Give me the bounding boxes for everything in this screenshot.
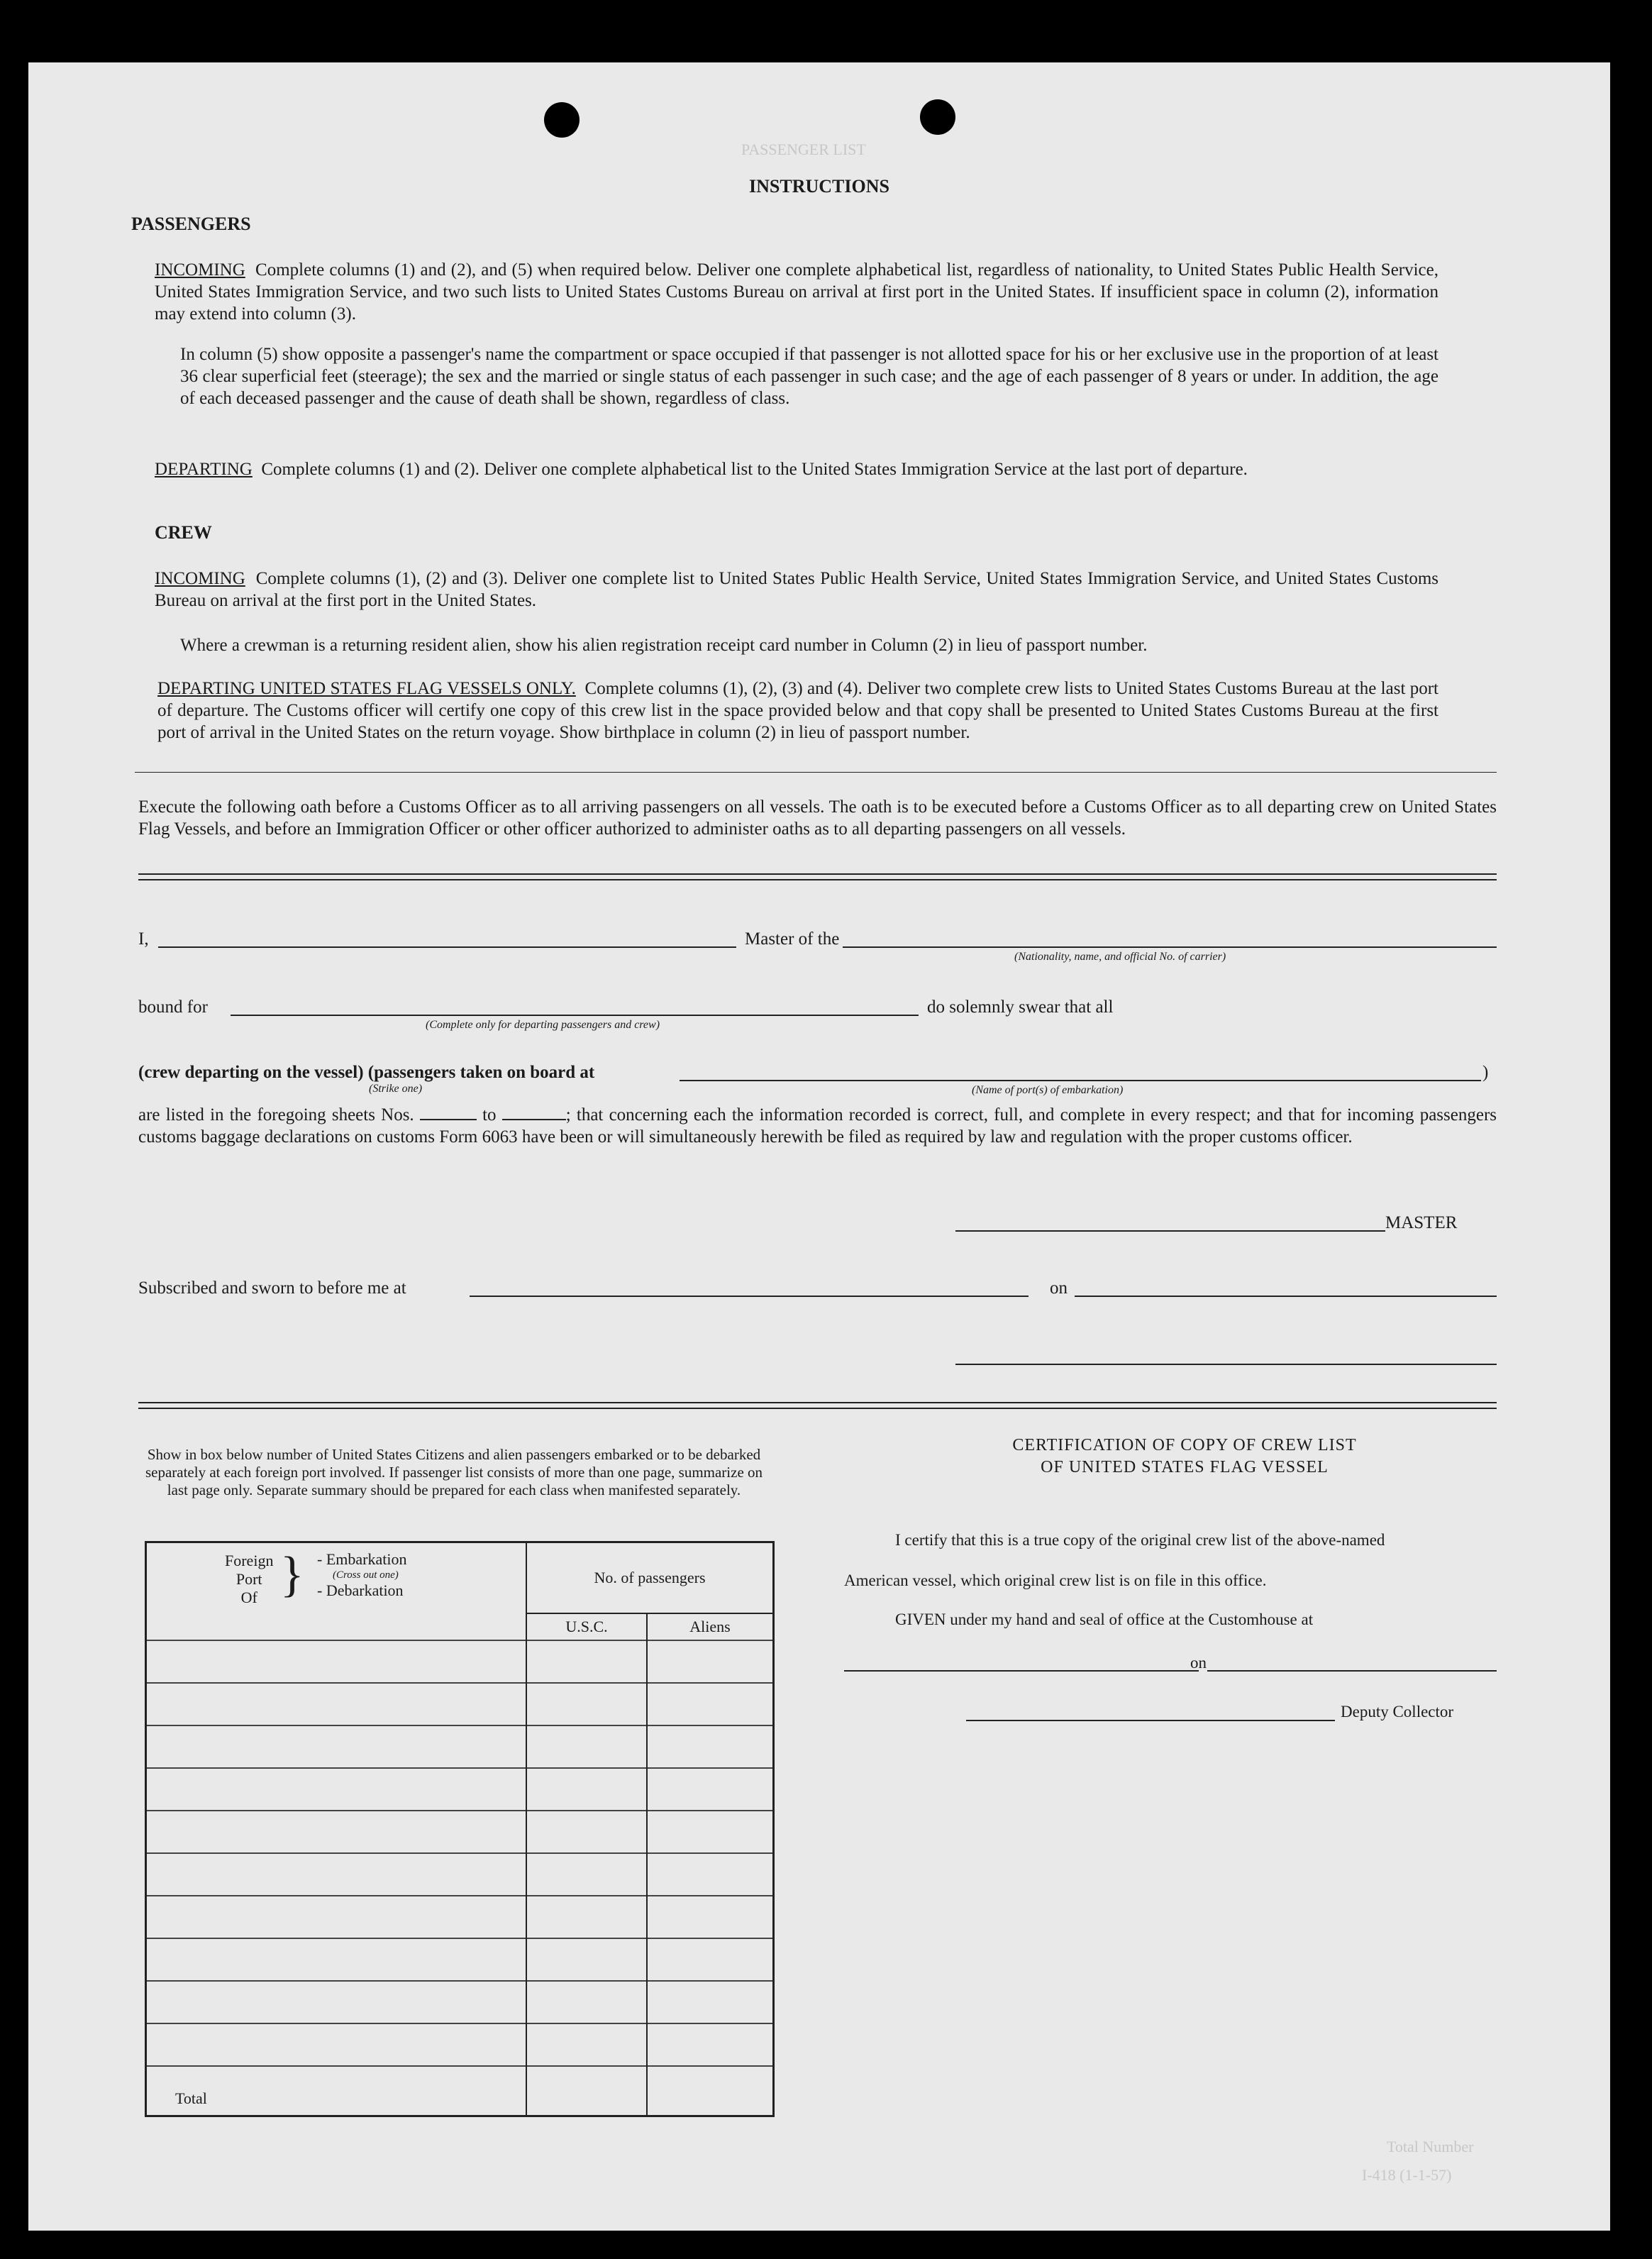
total-aliens-cell[interactable] bbox=[647, 2066, 774, 2116]
usc-cell[interactable] bbox=[526, 1768, 647, 1811]
certify-line1: I certify that this is a true copy of the original crew list of the above-named bbox=[895, 1531, 1385, 1549]
aliens-cell[interactable] bbox=[647, 1938, 774, 1981]
crew-returning-alien-paragraph: Where a crewman is a returning resident alien, show his alien registration receipt card number in Column (2) in lieu of passport number. bbox=[180, 636, 1148, 655]
bleed-through-passenger-list: PASSENGER LIST bbox=[741, 140, 866, 158]
bound-for-label: bound for bbox=[138, 998, 208, 1017]
master-signature-field[interactable] bbox=[955, 1230, 1385, 1232]
to-label: to bbox=[482, 1105, 497, 1125]
strike-one-caption: (Strike one) bbox=[369, 1083, 423, 1095]
deputy-collector-label: Deputy Collector bbox=[1341, 1703, 1454, 1721]
officer-signature-field[interactable] bbox=[955, 1364, 1497, 1365]
aliens-cell[interactable] bbox=[647, 1811, 774, 1853]
table-row bbox=[146, 1938, 774, 1981]
certification-heading-line1: CERTIFICATION OF COPY OF CREW LIST bbox=[1012, 1436, 1357, 1454]
punch-hole-left bbox=[544, 102, 580, 138]
subscribed-date-field[interactable] bbox=[1075, 1296, 1497, 1297]
master-label: MASTER bbox=[1385, 1213, 1458, 1232]
box-instructions: Show in box below number of United States Citizens and alien passengers embarked or to be debarked separately at each foreign port involved. If passenger list consists of more than one page, summarize on last page only. Separate summary should be prepared for each class when manifested separately. bbox=[145, 1446, 763, 1498]
table-row bbox=[146, 1640, 774, 1683]
carrier-field[interactable] bbox=[843, 946, 1497, 948]
certification-heading bbox=[872, 1435, 1497, 1479]
crew-departing-label: DEPARTING UNITED STATES FLAG VESSELS ONLY. bbox=[157, 679, 576, 698]
aliens-cell[interactable] bbox=[647, 1981, 774, 2023]
certification-heading-line2: OF UNITED STATES FLAG VESSEL bbox=[1041, 1458, 1329, 1476]
port-cell[interactable] bbox=[146, 1768, 527, 1811]
bleed-through-total-number: Total Number bbox=[1387, 2138, 1474, 2155]
aliens-cell[interactable] bbox=[647, 1896, 774, 1938]
crew-incoming-text: Complete columns (1), (2) and (3). Deliver one complete list to United States Public Health Service, United States Immigration Service, and United States Customs Bureau on arrival at the first port in the United States. bbox=[155, 569, 1438, 610]
crew-departing-text: Complete columns (1), (2), (3) and (4). Deliver two complete crew lists to United States Customs Bureau at the last port of departure. The Customs officer will certify one copy of this crew list in the space provided below and that copy shall be presented to United States Customs Bureau at the first port of arrival in the United States on the return voyage. Show birthplace in column (2) in lieu of passport number. bbox=[157, 679, 1439, 742]
master-name-field[interactable] bbox=[158, 946, 736, 948]
subscribed-label: Subscribed and sworn to before me at bbox=[138, 1278, 406, 1298]
no-of-passengers-header: No. of passengers bbox=[526, 1542, 774, 1613]
double-rule-top bbox=[138, 873, 1497, 880]
aliens-cell[interactable] bbox=[647, 2023, 774, 2066]
of-label: Of bbox=[240, 1589, 257, 1606]
sheet-from-field[interactable] bbox=[420, 1119, 477, 1120]
passengers-departing-paragraph bbox=[155, 458, 1438, 480]
brace-icon: } bbox=[280, 1547, 304, 1602]
section-divider bbox=[135, 772, 1497, 773]
port-header-cell bbox=[146, 1542, 527, 1640]
aliens-header: Aliens bbox=[647, 1613, 774, 1640]
listed-text: ; that concerning each the information recorded is correct, full, and complete in every respect; and that for incoming passengers customs baggage declarations on customs Form 6063 have been or will simultaneously herewith be filed as required by law and regulation with the proper customs officer. bbox=[138, 1105, 1497, 1147]
table-row bbox=[146, 1725, 774, 1768]
swear-label: do solemnly swear that all bbox=[927, 998, 1114, 1017]
oath-master-of-label: Master of the bbox=[745, 929, 840, 949]
aliens-cell[interactable] bbox=[647, 1853, 774, 1896]
aliens-cell[interactable] bbox=[647, 1725, 774, 1768]
crew-passengers-label: (crew departing on the vessel) (passengers taken on board at bbox=[138, 1063, 595, 1082]
nationality-caption: (Nationality, name, and official No. of carrier) bbox=[1014, 951, 1226, 963]
aliens-cell[interactable] bbox=[647, 1768, 774, 1811]
table-row bbox=[146, 1683, 774, 1725]
port-cell[interactable] bbox=[146, 1853, 527, 1896]
table-row bbox=[146, 1853, 774, 1896]
double-rule-bottom bbox=[138, 1402, 1497, 1409]
certification-on-label: on bbox=[1190, 1654, 1207, 1672]
table-row bbox=[146, 2023, 774, 2066]
port-cell[interactable] bbox=[146, 1896, 527, 1938]
port-cell[interactable] bbox=[146, 1811, 527, 1853]
usc-cell[interactable] bbox=[526, 1725, 647, 1768]
given-line: GIVEN under my hand and seal of office at the Customhouse at bbox=[895, 1611, 1314, 1628]
table-row bbox=[146, 1768, 774, 1811]
crew-incoming-label: INCOMING bbox=[155, 569, 245, 588]
crew-departing-paragraph bbox=[157, 678, 1438, 744]
total-usc-cell[interactable] bbox=[526, 2066, 647, 2116]
usc-cell[interactable] bbox=[526, 1683, 647, 1725]
table-row bbox=[146, 1896, 774, 1938]
foreign-label: Foreign bbox=[225, 1552, 274, 1569]
certification-date-field[interactable] bbox=[1207, 1670, 1497, 1672]
passengers-incoming-text: Complete columns (1) and (2), and (5) when required below. Deliver one complete alphabetical list, regardless of nationality, to United States Public Health Service, United States Immigration Service, and two such lists to United States Customs Bureau on arrival at first port in the United States. If insufficient space in column (2), information may extend into column (3). bbox=[155, 260, 1439, 324]
bleed-through-form-number: I-418 (1-1-57) bbox=[1362, 2166, 1452, 2184]
table-row bbox=[146, 1981, 774, 2023]
subscribed-place-field[interactable] bbox=[470, 1296, 1029, 1297]
embarkation-caption: (Name of port(s) of embarkation) bbox=[972, 1084, 1124, 1096]
sheet-to-field[interactable] bbox=[502, 1119, 566, 1120]
listed-prefix: are listed in the foregoing sheets Nos. bbox=[138, 1105, 414, 1125]
port-cell[interactable] bbox=[146, 1725, 527, 1768]
departing-caption: (Complete only for departing passengers and crew) bbox=[426, 1019, 660, 1031]
usc-cell[interactable] bbox=[526, 1938, 647, 1981]
port-cell[interactable] bbox=[146, 1683, 527, 1725]
port-cell[interactable] bbox=[146, 1640, 527, 1683]
usc-cell[interactable] bbox=[526, 1640, 647, 1683]
listed-paragraph bbox=[138, 1104, 1497, 1148]
aliens-cell[interactable] bbox=[647, 1640, 774, 1683]
port-label: Port bbox=[235, 1570, 262, 1588]
passengers-incoming-paragraph bbox=[155, 259, 1438, 325]
oath-i-label: I, bbox=[138, 929, 149, 949]
embarkation-port-field[interactable] bbox=[680, 1080, 1481, 1081]
passengers-heading: PASSENGERS bbox=[131, 214, 251, 234]
port-cell[interactable] bbox=[146, 1981, 527, 2023]
port-cell[interactable] bbox=[146, 2023, 527, 2066]
subscribed-on-label: on bbox=[1050, 1278, 1068, 1298]
total-row bbox=[146, 2066, 774, 2116]
usc-cell[interactable] bbox=[526, 2023, 647, 2066]
total-label: Total bbox=[146, 2066, 527, 2116]
customhouse-field[interactable] bbox=[844, 1670, 1199, 1672]
usc-cell[interactable] bbox=[526, 1981, 647, 2023]
cross-out-caption: (Cross out one) bbox=[333, 1569, 399, 1581]
usc-cell[interactable] bbox=[526, 1853, 647, 1896]
passengers-incoming-label: INCOMING bbox=[155, 260, 245, 280]
usc-cell[interactable] bbox=[526, 1896, 647, 1938]
deputy-signature-field[interactable] bbox=[966, 1720, 1335, 1721]
page-title: INSTRUCTIONS bbox=[749, 176, 889, 197]
passengers-departing-text: Complete columns (1) and (2). Deliver one complete alphabetical list to the United States Immigration Service at the last port of departure. bbox=[261, 460, 1248, 479]
embark-debark-options bbox=[317, 1552, 406, 1598]
usc-header: U.S.C. bbox=[526, 1613, 647, 1640]
usc-cell[interactable] bbox=[526, 1811, 647, 1853]
port-cell[interactable] bbox=[146, 1938, 527, 1981]
debarkation-option[interactable]: - Debarkation bbox=[317, 1581, 404, 1599]
bound-for-field[interactable] bbox=[231, 1015, 919, 1016]
passengers-column5-paragraph: In column (5) show opposite a passenger's name the compartment or space occupied if that passenger is not allotted space for his or her exclusive use in the proportion of at least 36 clear superficial feet (steerage); the sex and the married or single status of each passenger in such case; and the age of each passenger of 8 years or under. In addition, the age of each deceased passenger and the cause of death shall be shown, regardless of class. bbox=[180, 345, 1438, 408]
embarkation-option[interactable]: - Embarkation bbox=[317, 1550, 407, 1568]
ports-table bbox=[145, 1541, 775, 2117]
close-paren: ) bbox=[1482, 1063, 1489, 1082]
document-page bbox=[28, 62, 1610, 2231]
foreign-port-label bbox=[225, 1552, 273, 1607]
table-row bbox=[146, 1811, 774, 1853]
punch-hole-right bbox=[920, 99, 955, 135]
aliens-cell[interactable] bbox=[647, 1683, 774, 1725]
crew-heading: CREW bbox=[155, 522, 212, 543]
certify-line2: American vessel, which original crew list is on file in this office. bbox=[844, 1572, 1267, 1589]
oath-intro: Execute the following oath before a Customs Officer as to all arriving passengers on all vessels. The oath is to be executed before a Customs Officer as to all departing crew on United States Flag Vessels, and before an Immigration Officer or other officer authorized to administer oaths as to all departing passengers on all vessels. bbox=[138, 797, 1497, 839]
passengers-departing-label: DEPARTING bbox=[155, 460, 253, 479]
crew-incoming-paragraph bbox=[155, 568, 1438, 612]
